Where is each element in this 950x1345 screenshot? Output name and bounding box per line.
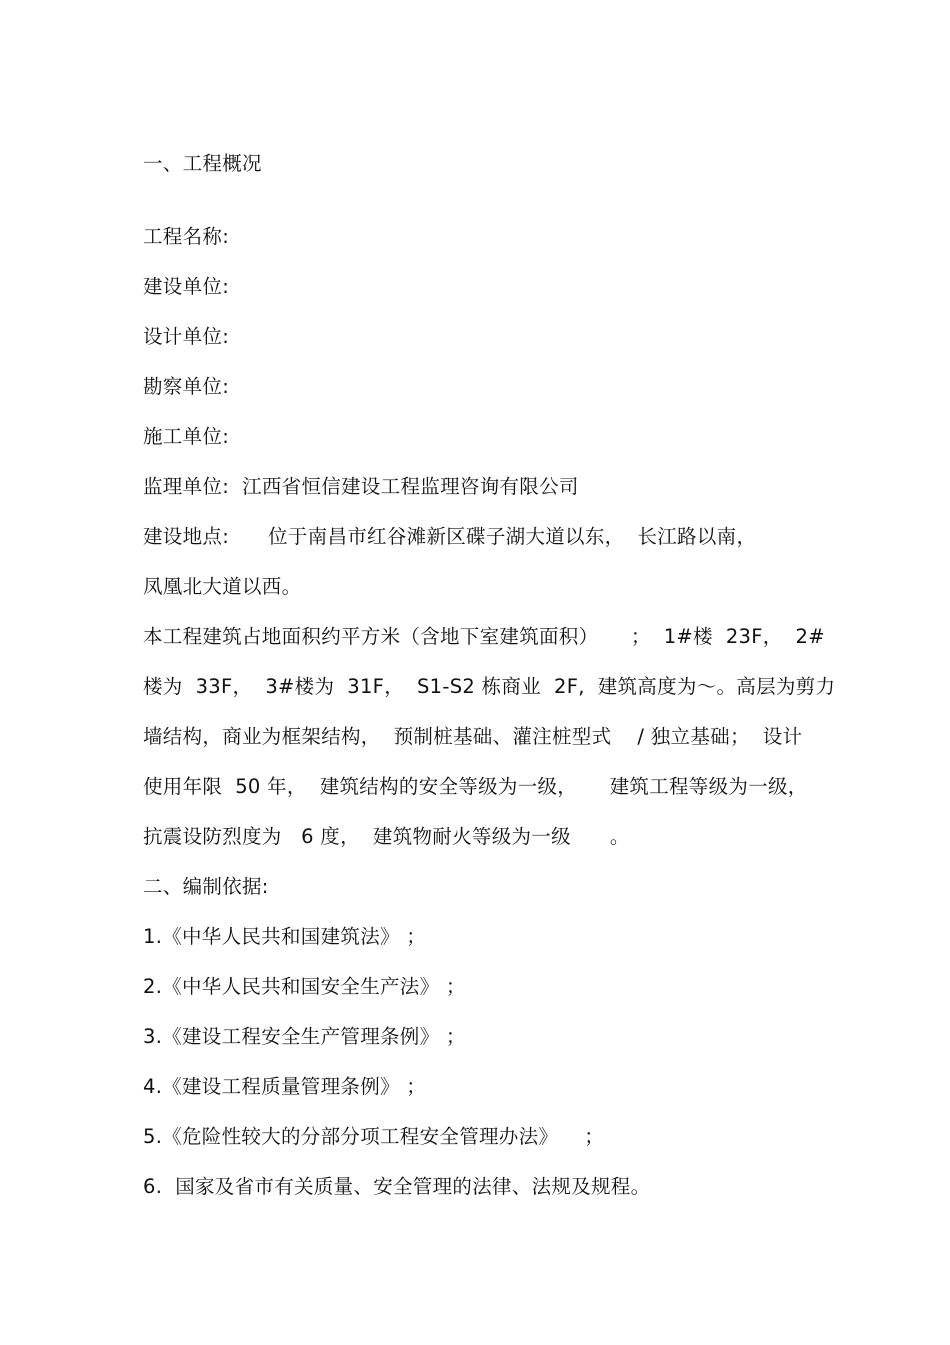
basis-item-4: 4.《建设工程质量管理条例》 ； xyxy=(143,1075,427,1098)
basis-item-2: 2.《中华人民共和国安全生产法》 ； xyxy=(143,975,466,998)
field-design-unit: 设计单位: xyxy=(143,325,230,348)
description-line-1: 本工程建筑占地面积约平方米（含地下室建筑面积） ； 1#楼 23F， 2# xyxy=(143,625,825,648)
field-construction-unit: 建设单位: xyxy=(143,275,230,298)
section-heading-overview: 一、工程概况 xyxy=(143,152,262,175)
description-line-2: 楼为 33F， 3#楼为 31F， S1-S2 栋商业 2F, 建筑高度为～。高层为剪力 xyxy=(143,675,836,698)
description-line-5: 抗震设防烈度为 6 度， 建筑物耐火等级为一级 。 xyxy=(143,825,630,848)
field-location-continued: 凤凰北大道以西。 xyxy=(143,575,302,598)
description-line-4: 使用年限 50 年， 建筑结构的安全等级为一级， 建筑工程等级为一级， xyxy=(143,775,808,798)
field-survey-unit: 勘察单位: xyxy=(143,375,230,398)
basis-item-3: 3.《建设工程安全生产管理条例》 ； xyxy=(143,1025,466,1048)
basis-item-5: 5.《危险性较大的分部分项工程安全管理办法》 ； xyxy=(143,1125,604,1148)
field-project-name: 工程名称: xyxy=(143,225,230,248)
section-heading-basis: 二、编制依据: xyxy=(143,875,269,898)
basis-item-1: 1.《中华人民共和国建筑法》 ； xyxy=(143,925,427,948)
field-builder-unit: 施工单位: xyxy=(143,425,230,448)
field-location: 建设地点: 位于南昌市红谷滩新区碟子湖大道以东， 长江路以南， xyxy=(143,525,757,548)
description-line-3: 墙结构，商业为框架结构， 预制桩基础、灌注桩型式 / 独立基础； 设计 xyxy=(143,725,803,748)
basis-item-6: 6. 国家及省市有关质量、安全管理的法律、法规及规程。 xyxy=(143,1175,651,1198)
field-supervision-unit: 监理单位: 江西省恒信建设工程监理咨询有限公司 xyxy=(143,475,579,498)
